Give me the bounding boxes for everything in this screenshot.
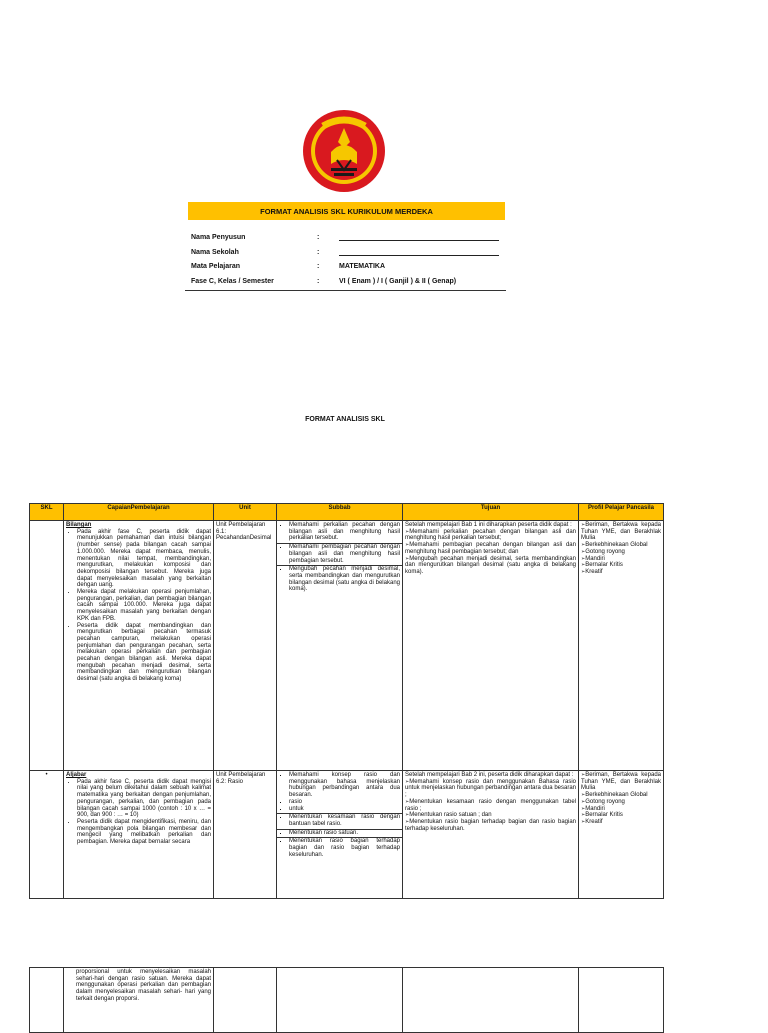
list-item: • Pada akhir fase C, peserta didik dapat menunjukkan pemahaman dan intuisi bilangan (number sense) pada bilangan cacah sampai 1.000.000. Mereka dapat membaca, menulis, menentukan nilai tempat, membandingkan, mengurutkan, melakukan komposisi dan dekomposisi bilangan tersebut. Mereka juga dapat menyelesaikan masalah yang berkaitan dengan uang. <box>77 529 211 589</box>
list-item: ➢ Gotong royong <box>581 549 661 556</box>
field-colon: : <box>317 248 320 256</box>
table-row <box>30 968 664 1033</box>
list-item: ➢ Menentukan rasio bagian terhadap bagian dan rasio bagian terhadap keseluruhan. <box>405 819 576 832</box>
list-item: ➢ Menentukan rasio satuan ; dan <box>405 812 576 819</box>
header-skl: SKL <box>30 504 64 521</box>
header-capaian: CapaianPembelajaran <box>64 504 214 521</box>
tujuan-cell <box>403 968 579 1033</box>
unit-cell: Unit Pembelajaran 6.1: PecahandanDesimal <box>214 521 277 771</box>
tujuan-intro: Setelah mempelajari Bab 2 ini, peserta didik diharapkan dapat : <box>405 772 574 778</box>
capaian-cell: proporsional untuk menyelesaikan masalah sehari-hari dengan rasio satuan. Mereka dapat menggunakan operasi perkalian dan pembagian dalam menyelesaikan masalah sehari- hari yang terkait dengan proporsi. <box>64 968 214 1033</box>
field-colon: : <box>317 277 320 285</box>
capaian-cell <box>64 771 214 899</box>
list-item: ➢ Memahami perkalian pecahan dengan bilangan asli dan menghitung hasil perkalian tersebut; <box>405 529 576 542</box>
list-item: ▪ Menentukan rasio bagian terhadap bagian dan rasio bagian terhadap keseluruhan. <box>289 838 400 858</box>
list-item: ▪ untuk <box>289 806 400 813</box>
field-colon: : <box>317 234 320 241</box>
list-item: ➢ Bernalar Kritis <box>581 562 661 569</box>
tujuan-intro: Setelah mempelajari Bab 1 ini diharapkan peserta didik dapat : <box>405 522 572 528</box>
profil-cell <box>579 521 664 771</box>
list-item: ➢ Mengubah pecahan menjadi desimal, serta membandingkan dan mengurutkan bilangan desimal (satu angka di belakang koma). <box>405 556 576 576</box>
table-row <box>30 521 664 771</box>
table-row <box>30 771 664 899</box>
field-value: VI ( Enam ) / I ( Ganjil ) & II ( Genap) <box>339 277 457 285</box>
tujuan-cell <box>403 771 579 899</box>
list-item: ▪ Menentukan rasio satuan. <box>289 830 400 837</box>
list-item: ▪ rasio <box>289 799 400 806</box>
header-unit: Unit <box>214 504 277 521</box>
field-colon: : <box>317 263 320 270</box>
list-item: ▪ Mengubah pecahan menjadi desimal, serta membandingkan dan mengurutkan bilangan desimal (satu angka di belakang koma). <box>289 566 400 593</box>
section-title: FORMAT ANALISIS SKL <box>305 416 385 423</box>
profil-cell <box>579 771 664 899</box>
list-item: ➢ Berkebhinekaan Global <box>581 542 661 549</box>
list-item: ➢ Bernalar Kritis <box>581 812 661 819</box>
divider <box>185 290 506 291</box>
list-item: ➢ Kreatif <box>581 569 661 576</box>
cp-heading: Bilangan <box>66 522 92 528</box>
skl-table-continued <box>29 967 664 1033</box>
header-tujuan: Tujuan <box>403 504 579 521</box>
field-nama-sekolah <box>191 247 511 262</box>
list-item: • Peserta didik dapat membandingkan dan mengurutkan berbagai pecahan termasuk pecahan campuran, melakukan operasi penjumlahan dan pengurangan pecahan, serta melakukan operasi perkalian dan pembagian pecahan dengan bilangan asli. Mereka dapat mengubah pecahan menjadi desimal, serta membandingkan dan mengurutkan bilangan desimal (satu angka di belakang koma) <box>77 623 211 683</box>
header-subbab: Subbab <box>277 504 403 521</box>
identity-fields <box>191 232 511 290</box>
unit-cell <box>214 968 277 1033</box>
tujuan-cell <box>403 521 579 771</box>
list-item: ▪ Memahami pembagian pecahan dengan bilangan asli dan menghitung hasil pembagian tersebut. <box>289 544 400 564</box>
list-item: ➢ Beriman, Bertakwa kepada Tuhan YME, dan Berakhlak Mulia <box>581 772 661 792</box>
list-item: ➢ Kreatif <box>581 819 661 826</box>
cp-heading: Aljabar <box>66 772 87 778</box>
subbab-cell <box>277 521 403 771</box>
capaian-cell <box>64 521 214 771</box>
tut-wuri-handayani-logo <box>301 108 387 194</box>
field-label: Nama Penyusun <box>191 234 246 241</box>
skl-cell: • <box>30 771 64 899</box>
field-label: Fase C, Kelas / Semester <box>191 277 274 285</box>
field-blank-line <box>339 255 499 256</box>
subbab-cell <box>277 968 403 1033</box>
skl-cell <box>30 521 64 771</box>
list-item: ➢ Memahami pembagian pecahan dengan bilangan asli dan menghitung hasil pembagian tersebut; dan <box>405 542 576 555</box>
field-nama-penyusun <box>191 232 511 247</box>
list-item: ➢ Berkebhinekaan Global <box>581 792 661 799</box>
skl-table <box>29 503 664 899</box>
table-header-row <box>30 504 664 521</box>
document-title: FORMAT ANALISIS SKL KURIKULUM MERDEKA <box>188 202 505 220</box>
list-item: ➢ Mandiri <box>581 806 661 813</box>
header-profil: Profil Pelajar Pancasila <box>579 504 664 521</box>
list-item: ➢ Mandiri <box>581 556 661 563</box>
skl-cell <box>30 968 64 1033</box>
profil-cell <box>579 968 664 1033</box>
field-fase-kelas-semester <box>191 276 511 291</box>
unit-cell: Unit Pembelajaran 6.2: Rasio <box>214 771 277 899</box>
list-item: ▪ Menentukan kesamaan rasio dengan bantuan tabel rasio. <box>289 814 400 827</box>
list-item: ▪ Memahami perkalian pecahan dengan bilangan asli dan menghitung hasil perkalian tersebut. <box>289 522 400 542</box>
field-value: MATEMATIKA <box>339 263 386 270</box>
list-item: ➢ Menentukan kesamaan rasio dengan menggunakan tabel rasio ; <box>405 799 576 812</box>
field-blank-line <box>339 240 499 241</box>
list-item: • Peserta didik dapat mengidentifikasi, meniru, dan mengembangkan pola bilangan membesar dan mengecil yang melibatkan perkalian dan pembagian. Mereka dapat bernalar secara <box>77 819 211 846</box>
subbab-cell <box>277 771 403 899</box>
list-item: • Mereka dapat melakukan operasi penjumlahan, pengurangan, perkalian, dan pembagian bilangan cacah sampai 100.000. Mereka juga dapat menyelesaikan masalah yang berkaitan dengan KPK dan FPB. <box>77 589 211 623</box>
list-item: • Pada akhir fase C, peserta didik dapat mengisi nilai yang belum diketahui dalam sebuah kalimat matematika yang berkaitan dengan penjumlahan, pengurangan, perkalian, dan pembagian pada bilangan cacah sampai 1000 (contoh : 10 x … = 900, dan 900 : … = 10) <box>77 779 211 819</box>
list-item: ▪ Memahami konsep rasio dan menggunakan bahasa menjelaskan hubungan perbandingan antara dua besaran. <box>289 772 400 799</box>
list-item: ➢ Memahami konsep rasio dan menggunakan Bahasa rasio untuk menjelaskan hubungan perbandingan antara dua besaran ; <box>405 779 576 799</box>
list-item: ➢ Gotong royong <box>581 799 661 806</box>
field-label: Mata Pelajaran <box>191 263 241 270</box>
field-mata-pelajaran <box>191 261 511 276</box>
list-item: ➢ Beriman, Bertakwa kepada Tuhan YME, dan Berakhlak Mulia <box>581 522 661 542</box>
field-label: Nama Sekolah <box>191 248 239 256</box>
